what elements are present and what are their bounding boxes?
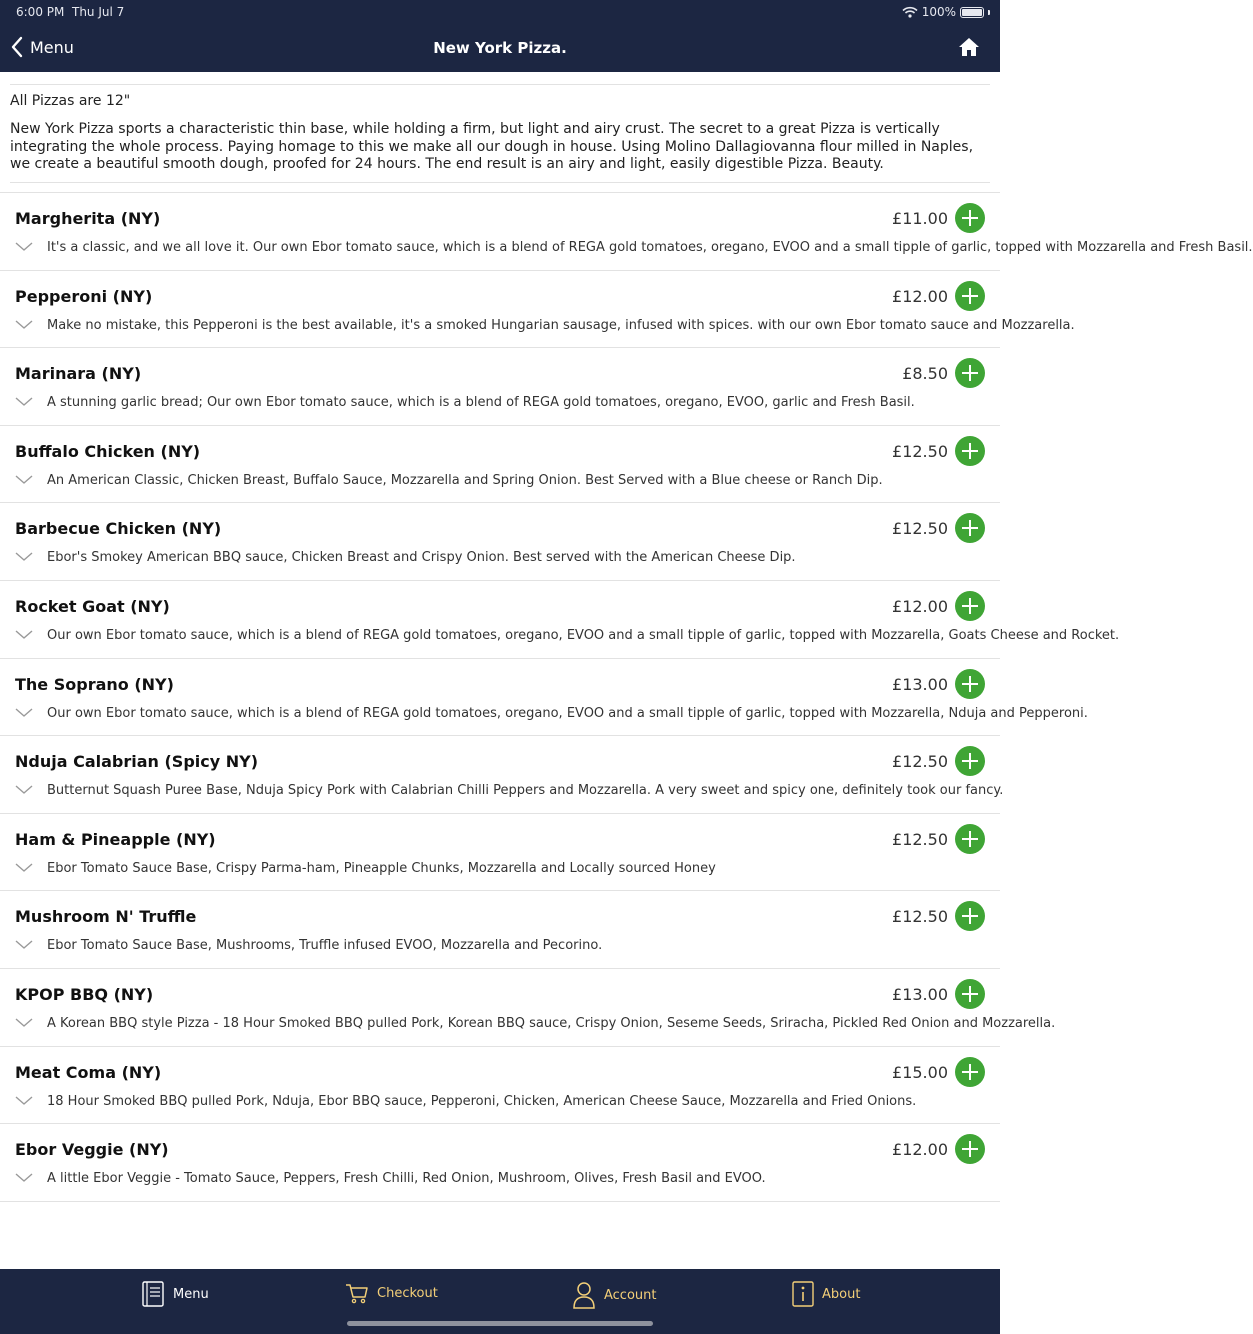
tab-account[interactable] — [572, 1281, 657, 1309]
list-item[interactable] — [0, 426, 1000, 504]
list-item[interactable] — [0, 814, 1000, 892]
menu-book-icon — [141, 1281, 165, 1307]
item-name: Margherita (NY) — [15, 209, 161, 228]
back-label: Menu — [30, 37, 74, 57]
item-price: £12.50 — [892, 519, 948, 539]
item-name: Buffalo Chicken (NY) — [15, 441, 201, 461]
pizza-size-note: All Pizzas are 12" — [10, 93, 131, 109]
add-to-cart-button[interactable] — [955, 1134, 985, 1164]
add-to-cart-button[interactable] — [955, 746, 985, 776]
chevron-down-icon[interactable] — [15, 630, 33, 640]
item-description: It's a classic, and we all love it. Our own Ebor tomato sauce, which is a blend of REGA gold tomatoes, oregano, EVOO and a small tipple of garlic, topped with Mozzarella and Fresh Basil. — [47, 240, 1253, 255]
item-price: £11.00 — [892, 209, 948, 228]
tab-about-label: About — [822, 1286, 861, 1302]
item-price: £12.00 — [892, 1140, 948, 1160]
add-to-cart-button[interactable] — [955, 591, 985, 621]
item-price: £12.50 — [892, 829, 948, 849]
chevron-down-icon[interactable] — [15, 1018, 33, 1028]
chevron-down-icon[interactable] — [15, 397, 33, 407]
list-item[interactable] — [0, 503, 1000, 581]
item-description: A stunning garlic bread; Our own Ebor tomato sauce, which is a blend of REGA gold tomatoes, oregano, EVOO, garlic and Fresh Basil. — [47, 395, 915, 411]
list-item[interactable] — [0, 736, 1004, 814]
item-price: £12.00 — [892, 596, 948, 616]
tab-checkout[interactable] — [345, 1281, 438, 1305]
item-name: Marinara (NY) — [15, 364, 142, 384]
nav-header — [0, 0, 1000, 72]
item-price: £12.00 — [892, 286, 948, 306]
chevron-down-icon[interactable] — [15, 242, 33, 252]
page-title: New York Pizza. — [433, 39, 567, 57]
item-name: Nduja Calabrian (Spicy NY) — [15, 752, 259, 772]
menu-item-list — [0, 192, 1253, 1202]
person-icon — [572, 1281, 596, 1309]
chevron-down-icon[interactable] — [15, 785, 33, 795]
chevron-down-icon[interactable] — [15, 708, 33, 718]
item-description: Ebor Tomato Sauce Base, Crispy Parma-ham, Pineapple Chunks, Mozzarella and Locally sourced Honey — [47, 860, 716, 876]
add-to-cart-button[interactable] — [955, 669, 985, 699]
chevron-down-icon[interactable] — [15, 1173, 33, 1183]
list-item[interactable] — [0, 271, 1075, 349]
bottom-tab-bar — [0, 1269, 1000, 1334]
tab-account-label: Account — [604, 1287, 657, 1303]
item-name: Meat Coma (NY) — [15, 1062, 162, 1082]
item-name: Rocket Goat (NY) — [15, 596, 170, 616]
battery-percent: 100% — [921, 5, 956, 19]
add-to-cart-button[interactable] — [955, 979, 985, 1009]
category-intro — [10, 84, 990, 183]
item-name: KPOP BBQ (NY) — [15, 984, 154, 1004]
item-description: A Korean BBQ style Pizza - 18 Hour Smoked BBQ pulled Pork, Korean BBQ sauce, Crispy Onion, Seseme Seeds, Sriracha, Pickled Red Onion and Mozzarella. — [47, 1015, 1056, 1031]
add-to-cart-button[interactable] — [955, 358, 985, 388]
item-price: £13.00 — [892, 984, 948, 1004]
category-description: New York Pizza sports a characteristic thin base, while holding a firm, but light and airy crust. The secret to a great Pizza is vertically integrating the whole process. Paying homage to this we make all our dough in house. Using Molino Dallagiovanna flour milled in Naples, we create a beautiful smooth dough, proofed for 24 hours. The end result is an airy and light, easily digestible Pizza. Beauty. — [10, 121, 974, 172]
item-name: Ham & Pineapple (NY) — [15, 829, 216, 849]
info-icon — [792, 1281, 814, 1307]
item-price: £12.50 — [892, 907, 948, 927]
list-item[interactable] — [0, 659, 1088, 737]
chevron-down-icon[interactable] — [15, 1096, 33, 1106]
chevron-down-icon[interactable] — [15, 320, 33, 330]
home-button[interactable] — [958, 37, 980, 61]
item-price: £8.50 — [902, 364, 948, 384]
item-description: Butternut Squash Puree Base, Nduja Spicy Pork with Calabrian Chilli Peppers and Mozzarella. A very sweet and spicy one, definitely took our fancy. — [47, 783, 1004, 799]
item-description: 18 Hour Smoked BBQ pulled Pork, Nduja, Ebor BBQ sauce, Pepperoni, Chicken, American Cheese Sauce, Mozzarella and Fried Onions. — [47, 1093, 917, 1109]
battery-icon — [960, 7, 984, 18]
list-item[interactable] — [0, 348, 1000, 426]
home-indicator[interactable] — [347, 1321, 653, 1326]
add-to-cart-button[interactable] — [955, 203, 985, 233]
home-icon — [958, 37, 980, 57]
tab-about[interactable] — [792, 1281, 860, 1307]
add-to-cart-button[interactable] — [955, 901, 985, 931]
item-price: £13.00 — [892, 674, 948, 694]
tab-checkout-label: Checkout — [377, 1285, 438, 1301]
add-to-cart-button[interactable] — [955, 436, 985, 466]
item-name: The Soprano (NY) — [15, 674, 174, 694]
cart-icon — [345, 1281, 369, 1305]
item-name: Barbecue Chicken (NY) — [15, 519, 222, 539]
list-item[interactable] — [0, 581, 1120, 659]
item-price: £12.50 — [892, 441, 948, 461]
item-description: Our own Ebor tomato sauce, which is a blend of REGA gold tomatoes, oregano, EVOO and a small tipple of garlic, topped with Mozzarella, Goats Cheese and Rocket. — [47, 627, 1120, 643]
wifi-icon — [902, 6, 918, 18]
item-price: £12.50 — [892, 752, 948, 772]
tab-menu[interactable] — [141, 1281, 209, 1307]
status-date-text: Thu Jul 7 — [72, 5, 125, 19]
add-to-cart-button[interactable] — [955, 1057, 985, 1087]
item-description: Our own Ebor tomato sauce, which is a blend of REGA gold tomatoes, oregano, EVOO and a small tipple of garlic, topped with Mozzarella, Nduja and Pepperoni. — [47, 705, 1088, 721]
item-price: £15.00 — [892, 1062, 948, 1082]
list-item[interactable] — [0, 1047, 1000, 1125]
item-name: Mushroom N' Truffle — [15, 907, 197, 927]
add-to-cart-button[interactable] — [955, 281, 985, 311]
tab-menu-label: Menu — [173, 1286, 209, 1302]
status-indicators — [902, 5, 990, 19]
status-time-text: 6:00 PM — [16, 5, 65, 19]
chevron-down-icon[interactable] — [15, 863, 33, 873]
item-description: Ebor Tomato Sauce Base, Mushrooms, Truffle infused EVOO, Mozzarella and Pecorino. — [47, 938, 603, 954]
battery-tip — [988, 10, 990, 15]
list-item[interactable] — [0, 1124, 1000, 1202]
item-description: Make no mistake, this Pepperoni is the best available, it's a smoked Hungarian sausage, infused with spices. with our own Ebor tomato sauce and Mozzarella. — [47, 317, 1075, 333]
add-to-cart-button[interactable] — [955, 824, 985, 854]
chevron-down-icon[interactable] — [15, 552, 33, 562]
item-name: Pepperoni (NY) — [15, 286, 153, 306]
list-item[interactable] — [0, 969, 1056, 1047]
chevron-down-icon[interactable] — [15, 475, 33, 485]
chevron-down-icon[interactable] — [15, 940, 33, 950]
item-description: Ebor's Smokey American BBQ sauce, Chicken Breast and Crispy Onion. Best served with the American Cheese Dip. — [47, 550, 796, 566]
add-to-cart-button[interactable] — [955, 513, 985, 543]
list-item[interactable] — [0, 193, 1253, 271]
item-description: An American Classic, Chicken Breast, Buffalo Sauce, Mozzarella and Spring Onion. Best Served with a Blue cheese or Ranch Dip. — [47, 472, 883, 488]
item-description: A little Ebor Veggie - Tomato Sauce, Peppers, Fresh Chilli, Red Onion, Mushroom, Olives, Fresh Basil and EVOO. — [47, 1171, 766, 1187]
list-item[interactable] — [0, 891, 1000, 969]
item-name: Ebor Veggie (NY) — [15, 1140, 169, 1160]
status-time — [16, 5, 124, 19]
